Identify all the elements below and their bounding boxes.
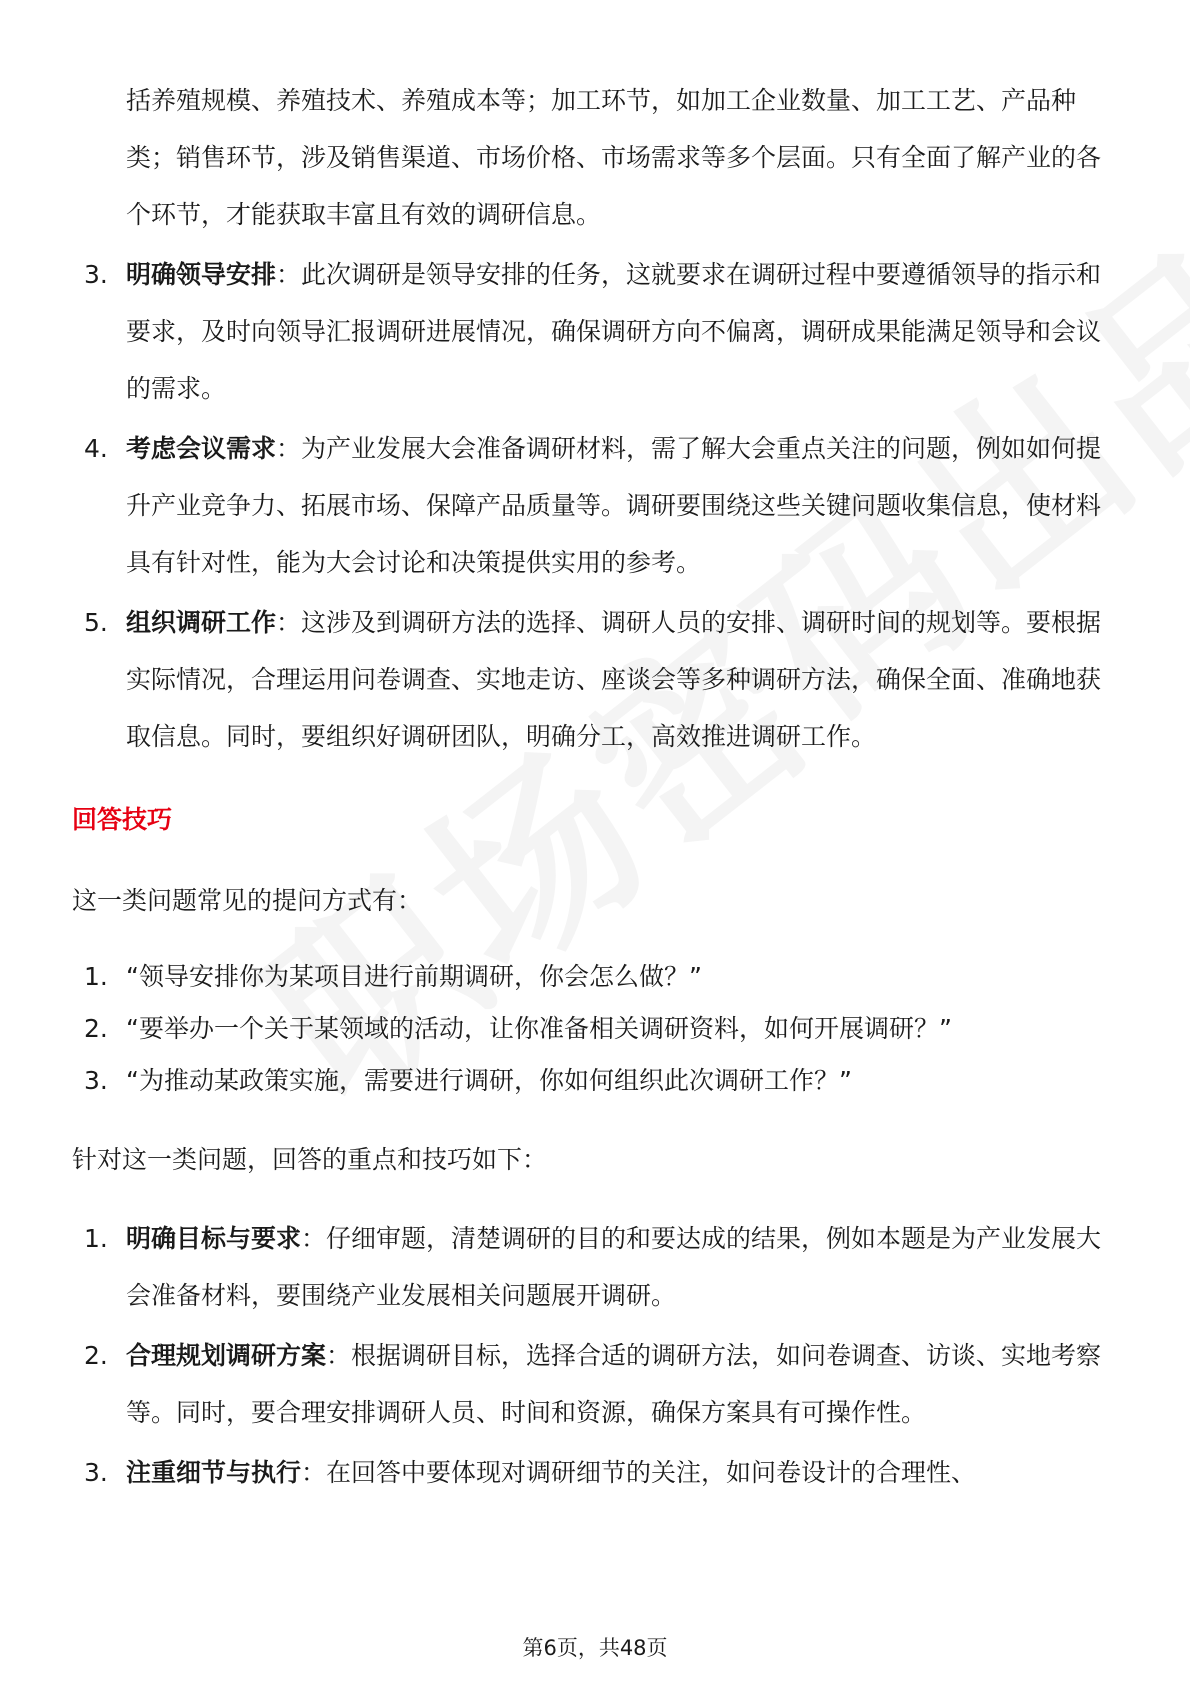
document-body [72, 72, 1122, 1501]
list-item [72, 594, 1122, 765]
tip-separator: ： [301, 1458, 327, 1487]
list-item [72, 1327, 1122, 1441]
list-number: 1. [84, 1224, 108, 1253]
tip-text: 根据调研目标，选择合适的调研方法，如问卷调查、访谈、实地考察等。同时，要合理安排调研人员、时间和资源，确保方案具有可操作性。 [126, 1341, 1102, 1427]
question-text: “要举办一个关于某领域的活动，让你准备相关调研资料，如何开展调研？” [126, 1014, 952, 1043]
list-item [72, 951, 1122, 1003]
list-item [72, 1210, 1122, 1324]
tip-text: 仔细审题，清楚调研的目的和要达成的结果，例如本题是为产业发展大会准备材料，要围绕产业发展相关问题展开调研。 [126, 1224, 1102, 1310]
tips-list [72, 1210, 1122, 1501]
tip-title: 明确目标与要求 [126, 1224, 302, 1253]
tip-title: 合理规划调研方案 [126, 1341, 327, 1370]
analysis-list [72, 246, 1122, 765]
question-text: “领导安排你为某项目进行前期调研，你会怎么做？” [126, 962, 702, 991]
intro-paragraph: 这一类问题常见的提问方式有： [72, 886, 423, 915]
tip-separator: ： [301, 1224, 327, 1253]
point-text: 这涉及到调研方法的选择、调研人员的安排、调研时间的规划等。要根据实际情况，合理运用问卷调查、实地走访、座谈会等多种调研方法，确保全面、准确地获取信息。同时，要组织好调研团队，明确分工，高效推进调研工作。 [126, 608, 1102, 751]
section-title: 回答技巧 [72, 805, 173, 834]
point-separator: ： [276, 434, 302, 463]
question-text: “为推动某政策实施，需要进行调研，你如何组织此次调研工作？” [126, 1066, 852, 1095]
list-number: 3. [84, 1458, 108, 1487]
list-item [72, 1444, 1122, 1501]
question-list [72, 951, 1122, 1107]
continuation-paragraph: 括养殖规模、养殖技术、养殖成本等；加工环节，如加工企业数量、加工工艺、产品种类；销售环节，涉及销售渠道、市场价格、市场需求等多个层面。只有全面了解产业的各个环节，才能获取丰富且有效的调研信息。 [126, 86, 1102, 229]
point-text: 为产业发展大会准备调研材料，需了解大会重点关注的问题，例如如何提升产业竞争力、拓展市场、保障产品质量等。调研要围绕这些关键问题收集信息，使材料具有针对性，能为大会讨论和决策提供实用的参考。 [126, 434, 1102, 577]
page-footer: 第6页，共48页 [522, 1636, 668, 1660]
point-title: 组织调研工作 [126, 608, 277, 637]
point-separator: ： [276, 608, 302, 637]
list-item [72, 1003, 1122, 1055]
point-text: 此次调研是领导安排的任务，这就要求在调研过程中要遵循领导的指示和要求，及时向领导汇报调研进展情况，确保调研方向不偏离，调研成果能满足领导和会议的需求。 [126, 260, 1102, 403]
list-number: 3. [84, 1066, 108, 1095]
tip-separator: ： [326, 1341, 352, 1370]
list-item [72, 246, 1122, 417]
tips-intro-paragraph: 针对这一类问题，回答的重点和技巧如下： [72, 1145, 548, 1174]
list-number: 2. [84, 1341, 108, 1370]
list-number: 4. [84, 434, 108, 463]
list-number: 1. [84, 962, 108, 991]
list-number: 3. [84, 260, 108, 289]
list-number: 2. [84, 1014, 108, 1043]
point-separator: ： [276, 260, 302, 289]
tip-title: 注重细节与执行 [126, 1458, 302, 1487]
list-item [72, 1055, 1122, 1107]
point-title: 考虑会议需求 [126, 434, 277, 463]
tip-text: 在回答中要体现对调研细节的关注，如问卷设计的合理性、 [326, 1458, 977, 1487]
list-item [72, 420, 1122, 591]
list-number: 5. [84, 608, 108, 637]
point-title: 明确领导安排 [126, 260, 277, 289]
